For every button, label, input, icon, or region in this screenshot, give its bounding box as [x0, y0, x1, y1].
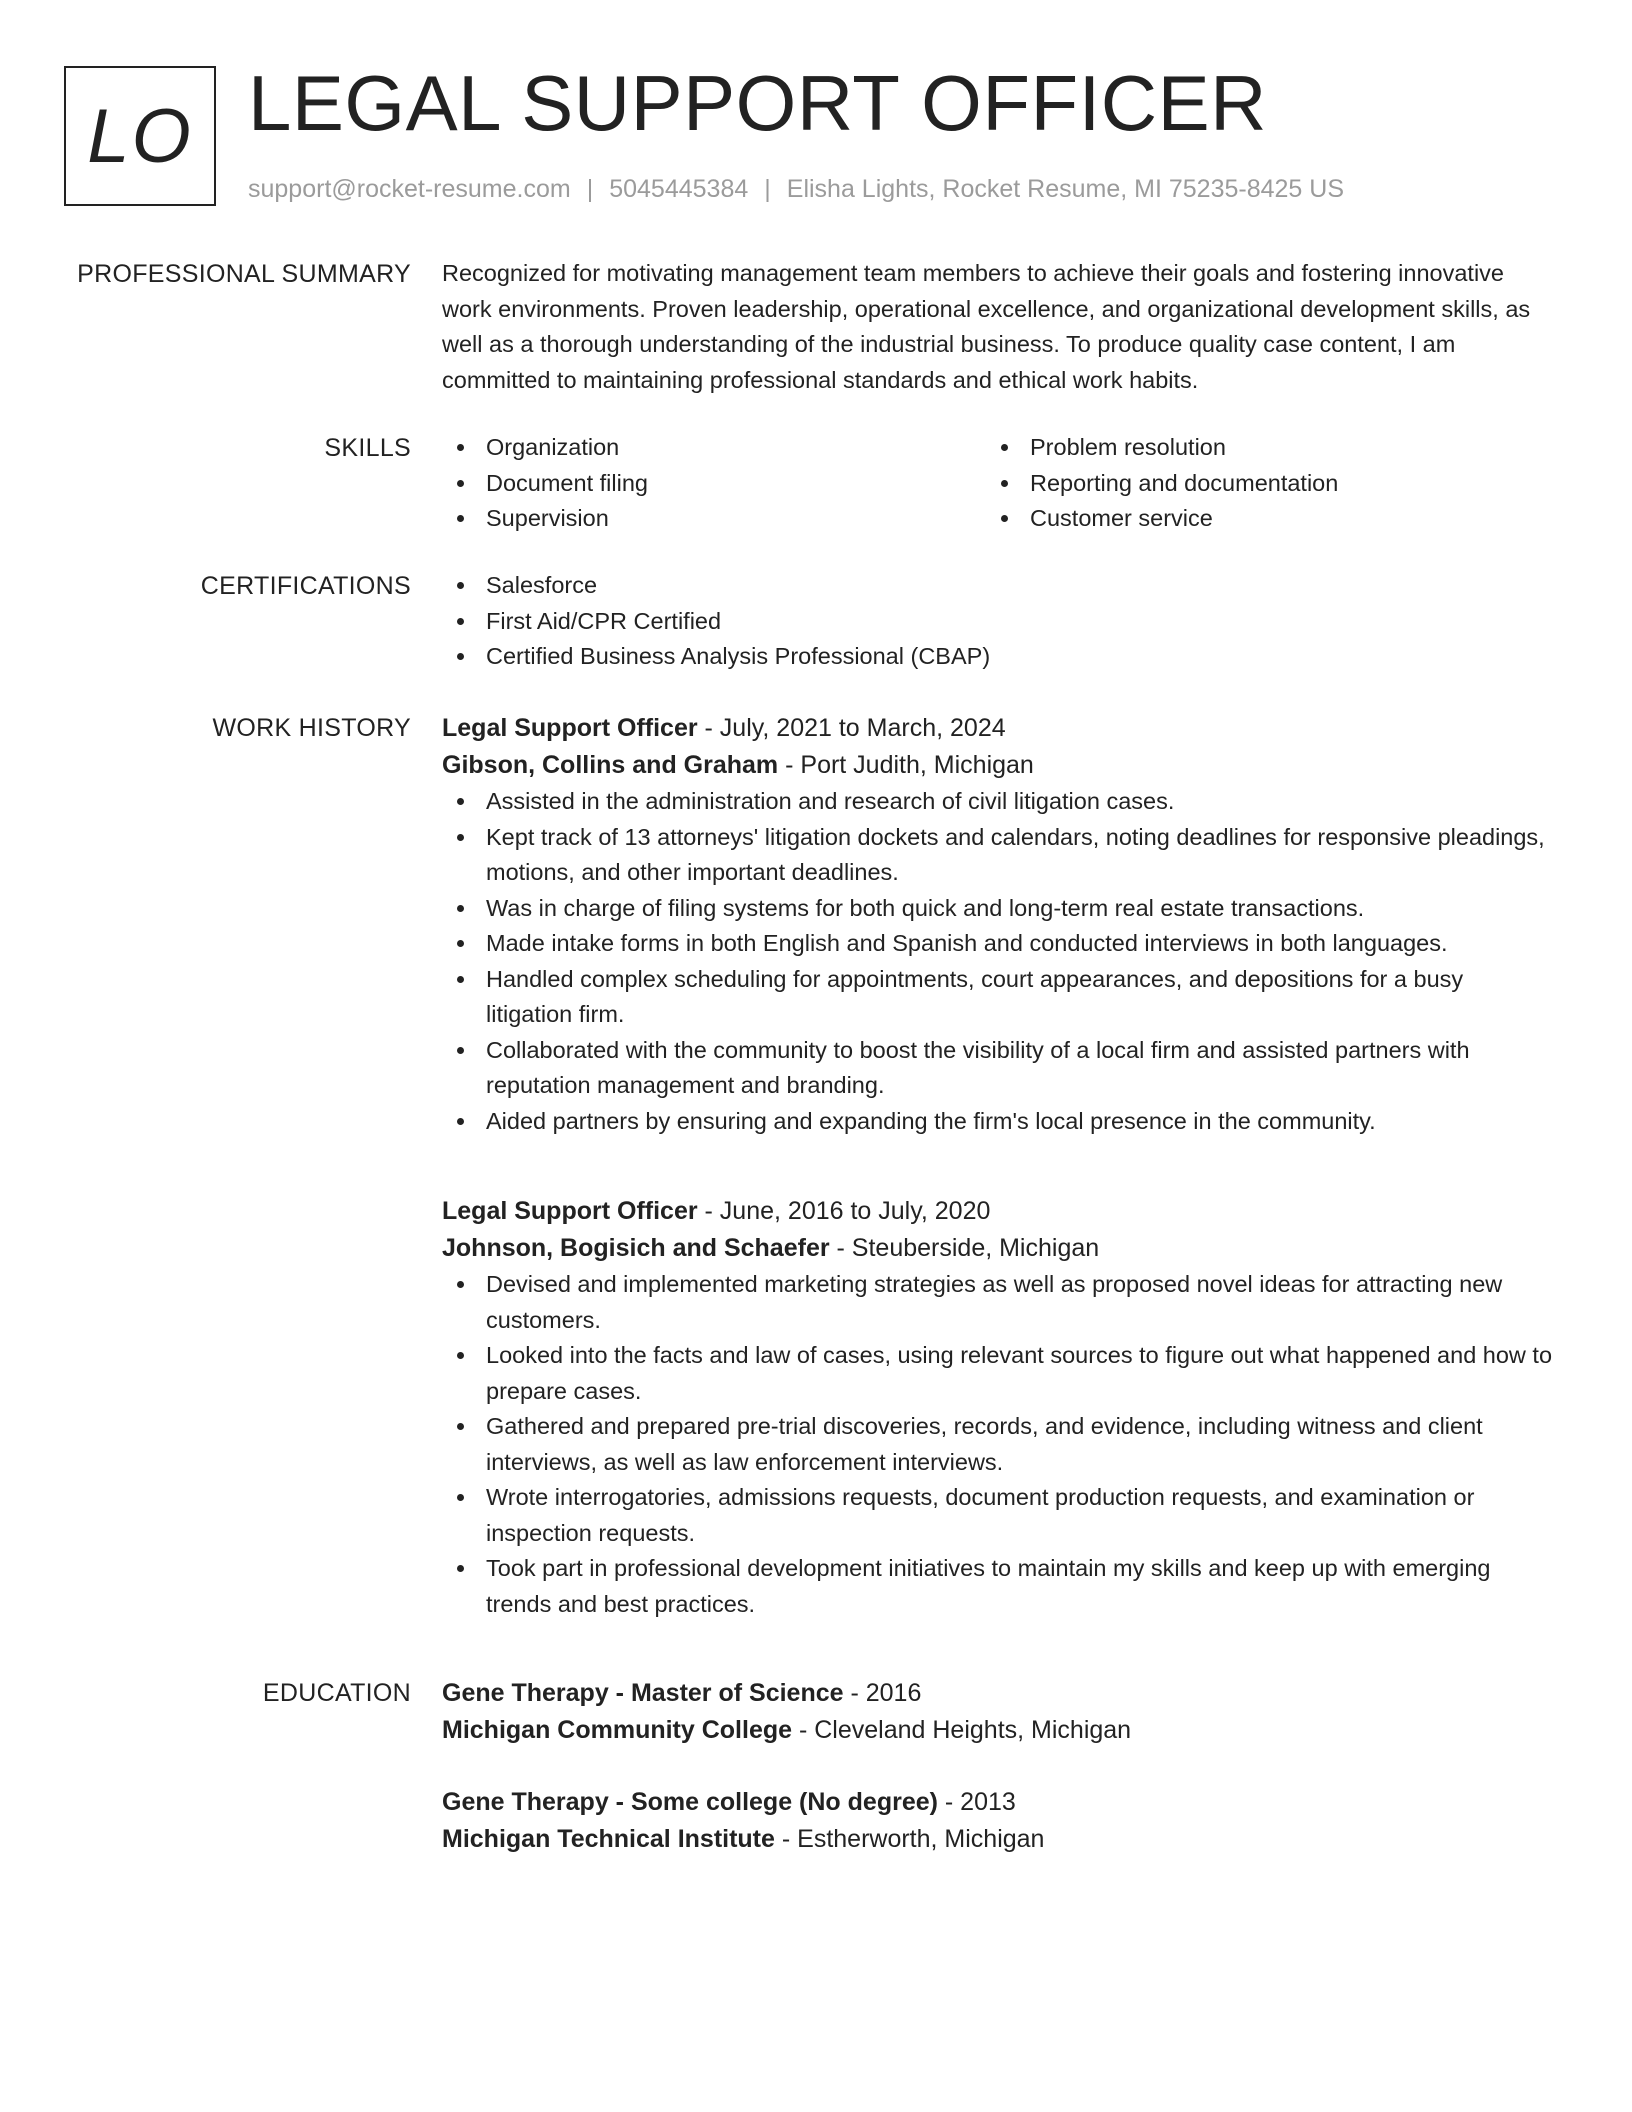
job-entry	[442, 710, 1554, 1139]
job-entry	[442, 1193, 1554, 1622]
degree-year: - 2013	[937, 1788, 1016, 1816]
contact-separator: |	[764, 175, 771, 203]
degree-name: Gene Therapy - Some college (No degree)	[442, 1788, 938, 1816]
school-name: Michigan Technical Institute	[442, 1825, 775, 1853]
contact-separator: |	[586, 175, 594, 203]
job-title-line	[442, 710, 1554, 747]
school-location: - Estherworth, Michigan	[774, 1825, 1045, 1853]
job-company: Johnson, Bogisich and Schaefer	[442, 1234, 830, 1262]
contact-line	[248, 172, 1344, 206]
skill-item: Problem resolution	[986, 430, 1530, 466]
skill-item: Document filing	[442, 466, 986, 502]
job-duty-item: Devised and implemented marketing strategies as well as proposed novel ideas for attracting new customers.	[442, 1267, 1554, 1338]
summary-heading: PROFESSIONAL SUMMARY	[77, 260, 411, 288]
certification-item: Salesforce	[442, 568, 1554, 604]
job-duties-list	[442, 1267, 1554, 1622]
degree-line	[442, 1784, 1554, 1821]
job-company-line	[442, 1230, 1554, 1267]
skill-item: Reporting and documentation	[986, 466, 1530, 502]
education-heading: EDUCATION	[262, 1679, 411, 1707]
education-entry	[442, 1784, 1554, 1858]
certifications-body	[442, 568, 1554, 675]
job-duty-item: Handled complex scheduling for appointments, court appearances, and depositions for a busy litigation firm.	[442, 962, 1554, 1033]
job-duty-item: Made intake forms in both English and Spanish and conducted interviews in both languages.	[442, 926, 1554, 962]
degree-year: - 2016	[843, 1679, 922, 1707]
summary-text: Recognized for motivating management team members to achieve their goals and fostering innovative work environments. Proven leadership, operational excellence, and organizational development skills, as well as a thorough understanding of the industrial business. To produce quality case content, I am committed to maintaining professional standards and ethical work habits.	[442, 260, 1531, 393]
monogram-logo: LO	[64, 66, 216, 206]
job-title: Legal Support Officer	[442, 1197, 698, 1225]
school-line	[442, 1712, 1554, 1749]
certification-item: First Aid/CPR Certified	[442, 604, 1554, 640]
school-location: - Cleveland Heights, Michigan	[792, 1716, 1132, 1744]
certifications-heading: CERTIFICATIONS	[200, 572, 411, 600]
phone-number[interactable]: 5045445384	[609, 175, 749, 203]
degree-line	[442, 1675, 1554, 1712]
skills-list	[442, 430, 1554, 537]
job-company: Gibson, Collins and Graham	[442, 751, 779, 779]
summary-body	[442, 256, 1554, 398]
certifications-list	[442, 568, 1554, 675]
school-name: Michigan Community College	[442, 1716, 793, 1744]
skill-item: Supervision	[442, 501, 986, 537]
skill-item: Customer service	[986, 501, 1530, 537]
job-dates: - June, 2016 to July, 2020	[697, 1197, 991, 1225]
job-duty-item: Collaborated with the community to boost the visibility of a local firm and assisted partners with reputation management and branding.	[442, 1033, 1554, 1104]
email-link[interactable]: support@rocket-resume.com	[248, 175, 571, 203]
page-title: LEGAL SUPPORT OFFICER	[248, 59, 1267, 147]
job-title-line	[442, 1193, 1554, 1230]
job-duty-item: Was in charge of filing systems for both quick and long-term real estate transactions.	[442, 891, 1554, 927]
job-company-line	[442, 747, 1554, 784]
skills-heading: SKILLS	[324, 434, 411, 462]
job-duty-item: Gathered and prepared pre-trial discoveries, records, and evidence, including witness and client interviews, as well as law enforcement interviews.	[442, 1409, 1554, 1480]
job-duties-list	[442, 784, 1554, 1139]
job-duty-item: Kept track of 13 attorneys' litigation dockets and calendars, noting deadlines for responsive pleadings, motions, and other important deadlines.	[442, 820, 1554, 891]
address: Elisha Lights, Rocket Resume, MI 75235-8425 US	[786, 175, 1344, 203]
job-duty-item: Took part in professional development initiatives to maintain my skills and keep up with emerging trends and best practices.	[442, 1551, 1554, 1622]
job-location: - Port Judith, Michigan	[778, 751, 1034, 779]
job-duty-item: Assisted in the administration and research of civil litigation cases.	[442, 784, 1554, 820]
job-duty-item: Aided partners by ensuring and expanding the firm's local presence in the community.	[442, 1104, 1554, 1140]
skills-column-left	[442, 430, 986, 537]
certification-item: Certified Business Analysis Professional (CBAP)	[442, 639, 1554, 675]
job-title: Legal Support Officer	[442, 714, 698, 742]
skills-column-right	[986, 430, 1530, 537]
job-duty-item: Looked into the facts and law of cases, using relevant sources to figure out what happened and how to prepare cases.	[442, 1338, 1554, 1409]
job-location: - Steuberside, Michigan	[829, 1234, 1100, 1262]
education-entry	[442, 1675, 1554, 1749]
degree-name: Gene Therapy - Master of Science	[442, 1679, 844, 1707]
skill-item: Organization	[442, 430, 986, 466]
job-dates: - July, 2021 to March, 2024	[697, 714, 1006, 742]
job-duty-item: Wrote interrogatories, admissions requests, document production requests, and examination or inspection requests.	[442, 1480, 1554, 1551]
work-history-heading: WORK HISTORY	[212, 714, 411, 742]
school-line	[442, 1821, 1554, 1858]
